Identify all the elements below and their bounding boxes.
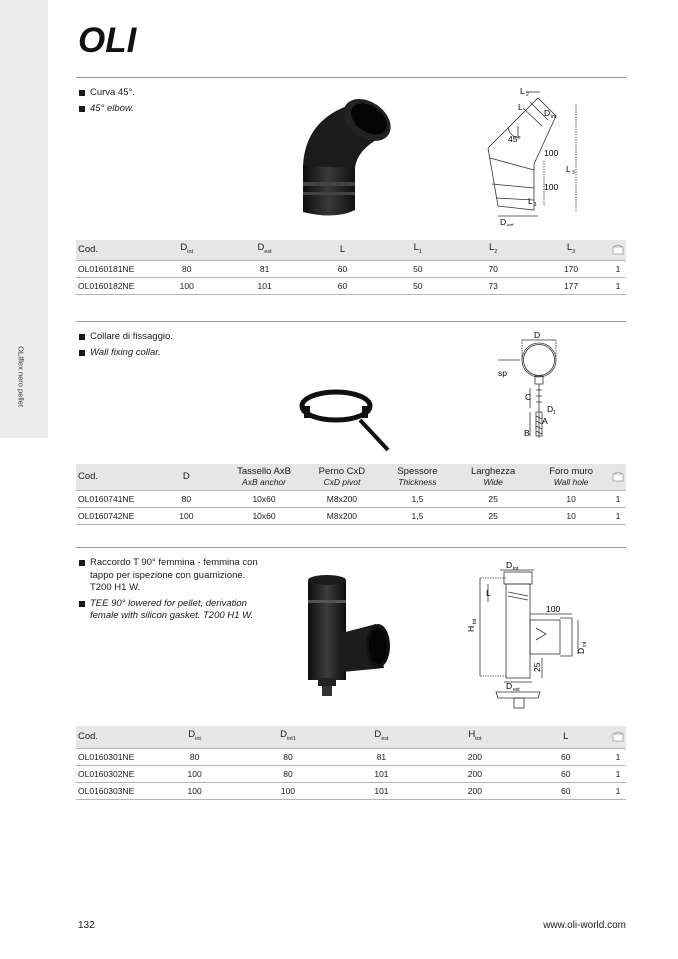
box-icon xyxy=(612,731,624,742)
svg-text:1: 1 xyxy=(553,410,556,416)
diag-angle: 45° xyxy=(508,134,521,144)
section-divider xyxy=(76,321,626,322)
col-box xyxy=(610,240,626,260)
diag-25: 25 xyxy=(532,662,542,672)
col-d: D xyxy=(148,464,225,490)
desc-en: TEE 90° lowered for pellet, derivation female with silicon gasket. T200 H1 W. xyxy=(90,597,254,621)
col-wall-hole: Foro muro Wall hole xyxy=(532,464,610,490)
desc-it: Curva 45°. xyxy=(90,87,135,98)
svg-text:est: est xyxy=(513,687,520,693)
elbow-45-diagram xyxy=(478,86,588,226)
svg-text:int: int xyxy=(582,641,588,647)
col-cod: Cod. xyxy=(76,464,148,490)
brand-logo xyxy=(78,22,138,56)
svg-text:3: 3 xyxy=(572,170,575,176)
diag-100a: 100 xyxy=(544,148,559,158)
desc-en: Wall fixing collar. xyxy=(90,346,161,358)
col-l3: $L_3$ xyxy=(532,240,610,260)
elbow-45-photo xyxy=(295,92,405,222)
diag-100: 100 xyxy=(546,604,561,614)
wall-collar-photo xyxy=(298,380,393,452)
diag-c: C xyxy=(525,392,532,402)
diag-l2: L xyxy=(520,86,525,96)
diag-l1: L xyxy=(528,196,533,206)
col-cod: Cod. xyxy=(76,240,148,260)
col-htot: $H_{tot}$ xyxy=(428,726,521,748)
col-l: L xyxy=(522,726,610,748)
col-box xyxy=(610,726,626,748)
col-l1: $L_1$ xyxy=(381,240,454,260)
col-dint: $D_{int}$ xyxy=(148,240,226,260)
box-icon xyxy=(612,244,624,255)
section-2-description xyxy=(79,331,173,362)
diag-dest: D xyxy=(500,217,507,226)
diag-d1: D xyxy=(547,404,554,414)
table-row: OL0160742NE 100 10x60 M8x200 1,5 25 10 1 xyxy=(76,507,626,524)
elbow-spec-table xyxy=(76,240,626,295)
table-row: OL0160182NE 100 101 60 50 73 177 1 xyxy=(76,277,626,294)
diag-dint: D xyxy=(544,108,551,118)
diag-dint1: D xyxy=(576,647,586,654)
side-label: OLIflex nero pellet xyxy=(16,346,26,407)
tee-diagram xyxy=(466,558,596,718)
box-icon xyxy=(612,471,624,482)
desc-it: Raccordo T 90° femmina - femmina con tappo per ispezione con guarnizione. T200 H1 W. xyxy=(90,557,258,593)
col-l: L xyxy=(304,240,382,260)
col-box xyxy=(610,464,626,490)
desc-it: Collare di fissaggio. xyxy=(90,331,173,342)
diag-100b: 100 xyxy=(544,182,559,192)
diag-sp: sp xyxy=(498,368,507,378)
diag-a: A xyxy=(542,416,548,426)
tee-photo xyxy=(298,572,394,700)
diag-dest: D xyxy=(506,681,513,691)
diag-htot: H xyxy=(466,625,476,632)
page-number: 132 xyxy=(78,920,95,931)
svg-text:tot: tot xyxy=(472,618,478,624)
col-l2: $L_2$ xyxy=(454,240,532,260)
table-row: OL0160302NE 100 80 101 200 60 1 xyxy=(76,765,626,782)
table-row: OL0160301NE 80 80 81 200 60 1 xyxy=(76,748,626,765)
col-dint: $D_{int}$ xyxy=(148,726,241,748)
diag-l3: L xyxy=(566,164,571,174)
table-row: OL0160741NE 80 10x60 M8x200 1,5 25 10 1 xyxy=(76,490,626,507)
side-tab xyxy=(0,0,48,438)
logo-text: OLI xyxy=(78,22,137,56)
wall-collar-diagram xyxy=(492,328,572,448)
col-wide: Larghezza Wide xyxy=(454,464,532,490)
col-thickness: Spessore Thickness xyxy=(381,464,454,490)
table-row: OL0160181NE 80 81 60 50 70 170 1 xyxy=(76,260,626,277)
section-3-description xyxy=(79,557,269,626)
col-dest: $D_{est}$ xyxy=(335,726,428,748)
desc-en: 45° elbow. xyxy=(90,102,134,114)
diag-l: L xyxy=(486,588,491,598)
section-1-description xyxy=(79,87,135,118)
diag-dint: D xyxy=(506,560,513,570)
collar-spec-table xyxy=(76,464,626,525)
svg-text:int: int xyxy=(513,566,519,572)
section-divider xyxy=(76,77,626,78)
section-divider xyxy=(76,547,626,548)
diag-l: L xyxy=(518,102,523,112)
svg-text:int: int xyxy=(551,114,557,120)
col-dest: $D_{est}$ xyxy=(226,240,304,260)
svg-text:1: 1 xyxy=(534,202,537,208)
diag-d: D xyxy=(534,330,541,340)
svg-text:2: 2 xyxy=(526,92,529,98)
col-pivot: Perno CxD CxD pivot xyxy=(303,464,381,490)
col-dint1: $D_{int1}$ xyxy=(241,726,334,748)
table-row: OL0160303NE 100 100 101 200 60 1 xyxy=(76,782,626,799)
tee-spec-table xyxy=(76,726,626,800)
diag-b: B xyxy=(524,428,530,438)
col-anchor: Tassello AxB AxB anchor xyxy=(225,464,303,490)
website-link[interactable]: www.oli-world.com xyxy=(543,920,626,931)
svg-text:est: est xyxy=(507,223,514,226)
col-cod: Cod. xyxy=(76,726,148,748)
